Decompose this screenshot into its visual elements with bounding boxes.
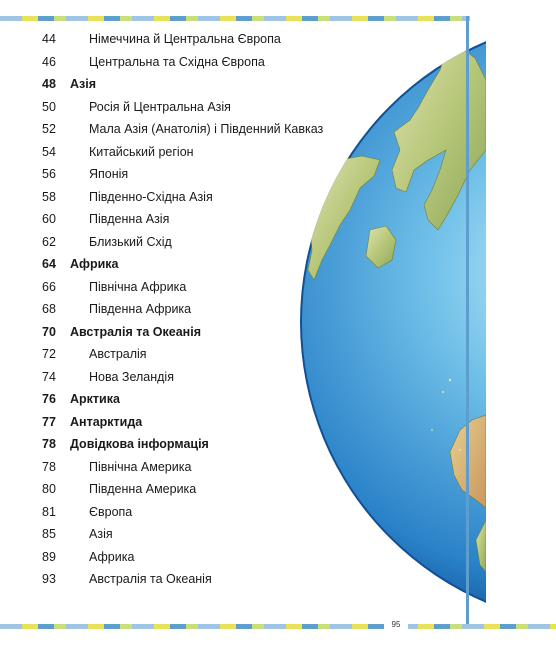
toc-page-number: 89 xyxy=(42,549,56,564)
toc-page-number: 93 xyxy=(42,572,56,586)
toc-title: Арктика xyxy=(70,392,120,406)
toc-title: Азія xyxy=(89,527,113,541)
toc-title: Японія xyxy=(89,167,129,181)
toc-title: Африка xyxy=(70,257,119,271)
toc-section-heading xyxy=(0,321,330,343)
toc-page-number: 54 xyxy=(42,144,56,159)
toc-entry xyxy=(0,208,330,230)
toc-entry xyxy=(0,276,330,298)
toc-entry xyxy=(0,343,330,365)
toc-entry xyxy=(0,546,330,568)
toc-title: Азія xyxy=(70,77,97,91)
toc-entry xyxy=(0,163,330,185)
toc-section-heading xyxy=(0,433,330,455)
toc-page-number: 72 xyxy=(42,347,56,361)
toc-title: Африка xyxy=(89,549,135,564)
toc-page-number: 64 xyxy=(42,257,56,271)
toc-page-number: 56 xyxy=(42,167,56,181)
page-frame-right-edge xyxy=(466,16,469,626)
toc-page-number: 62 xyxy=(42,234,56,249)
toc-title: Південно-Східна Азія xyxy=(89,189,213,204)
toc-page-number: 50 xyxy=(42,99,56,114)
toc-title: Китайський регіон xyxy=(89,144,194,159)
bottom-decorative-stripe xyxy=(0,624,556,629)
toc-title: Європа xyxy=(89,504,133,519)
toc-entry xyxy=(0,523,330,545)
toc-title: Австралія та Океанія xyxy=(70,324,201,339)
toc-page-number: 58 xyxy=(42,189,56,204)
toc-title: Центральна та Східна Європа xyxy=(89,54,265,69)
toc-entry xyxy=(0,141,330,163)
toc-title: Південна Африка xyxy=(89,302,192,316)
toc-entry xyxy=(0,28,330,50)
toc-page-number: 78 xyxy=(42,437,56,451)
toc-page-number: 76 xyxy=(42,392,56,406)
toc-page-number: 48 xyxy=(42,77,56,91)
toc-section-heading xyxy=(0,388,330,410)
toc-entry xyxy=(0,568,330,590)
toc-page-number: 68 xyxy=(42,302,56,316)
toc-title: Мала Азія (Анатолія) і Південний Кавказ xyxy=(89,122,324,136)
toc-title: Довідкова інформація xyxy=(70,437,209,451)
toc-section-heading xyxy=(0,411,330,433)
toc-title: Північна Америка xyxy=(89,459,192,474)
toc-entry xyxy=(0,51,330,73)
toc-page-number: 66 xyxy=(42,279,56,294)
toc-section-heading xyxy=(0,253,330,275)
toc-entry xyxy=(0,366,330,388)
toc-page-number: 70 xyxy=(42,324,56,339)
toc-entry xyxy=(0,501,330,523)
toc-entry xyxy=(0,478,330,500)
toc-title: Німеччина й Центральна Європа xyxy=(89,32,281,46)
toc-entry xyxy=(0,298,330,320)
toc-entry xyxy=(0,231,330,253)
toc-title: Близький Схід xyxy=(89,234,172,249)
toc-page-number: 74 xyxy=(42,369,56,384)
toc-title: Антарктида xyxy=(70,414,143,429)
toc-page-number: 60 xyxy=(42,212,56,226)
toc-title: Росія й Центральна Азія xyxy=(89,99,231,114)
toc-page-number: 78 xyxy=(42,459,56,474)
toc-page-number: 44 xyxy=(42,32,56,46)
toc-page-number: 46 xyxy=(42,54,56,69)
toc-title: Південна Америка xyxy=(89,482,197,496)
toc-section-heading xyxy=(0,73,330,95)
page-number: 95 xyxy=(384,618,408,632)
toc-title: Австралія xyxy=(89,347,147,361)
toc-page-number: 77 xyxy=(42,414,56,429)
toc-page-number: 52 xyxy=(42,122,56,136)
toc-title: Південна Азія xyxy=(89,212,170,226)
toc-page-number: 81 xyxy=(42,504,56,519)
toc-page-number: 80 xyxy=(42,482,56,496)
toc-page-number: 85 xyxy=(42,527,56,541)
toc-entry xyxy=(0,186,330,208)
toc-title: Австралія та Океанія xyxy=(89,572,212,586)
toc-title: Північна Африка xyxy=(89,279,187,294)
toc-title: Нова Зеландія xyxy=(89,369,174,384)
toc-entry xyxy=(0,118,330,140)
toc-entry xyxy=(0,96,330,118)
toc-entry xyxy=(0,456,330,478)
